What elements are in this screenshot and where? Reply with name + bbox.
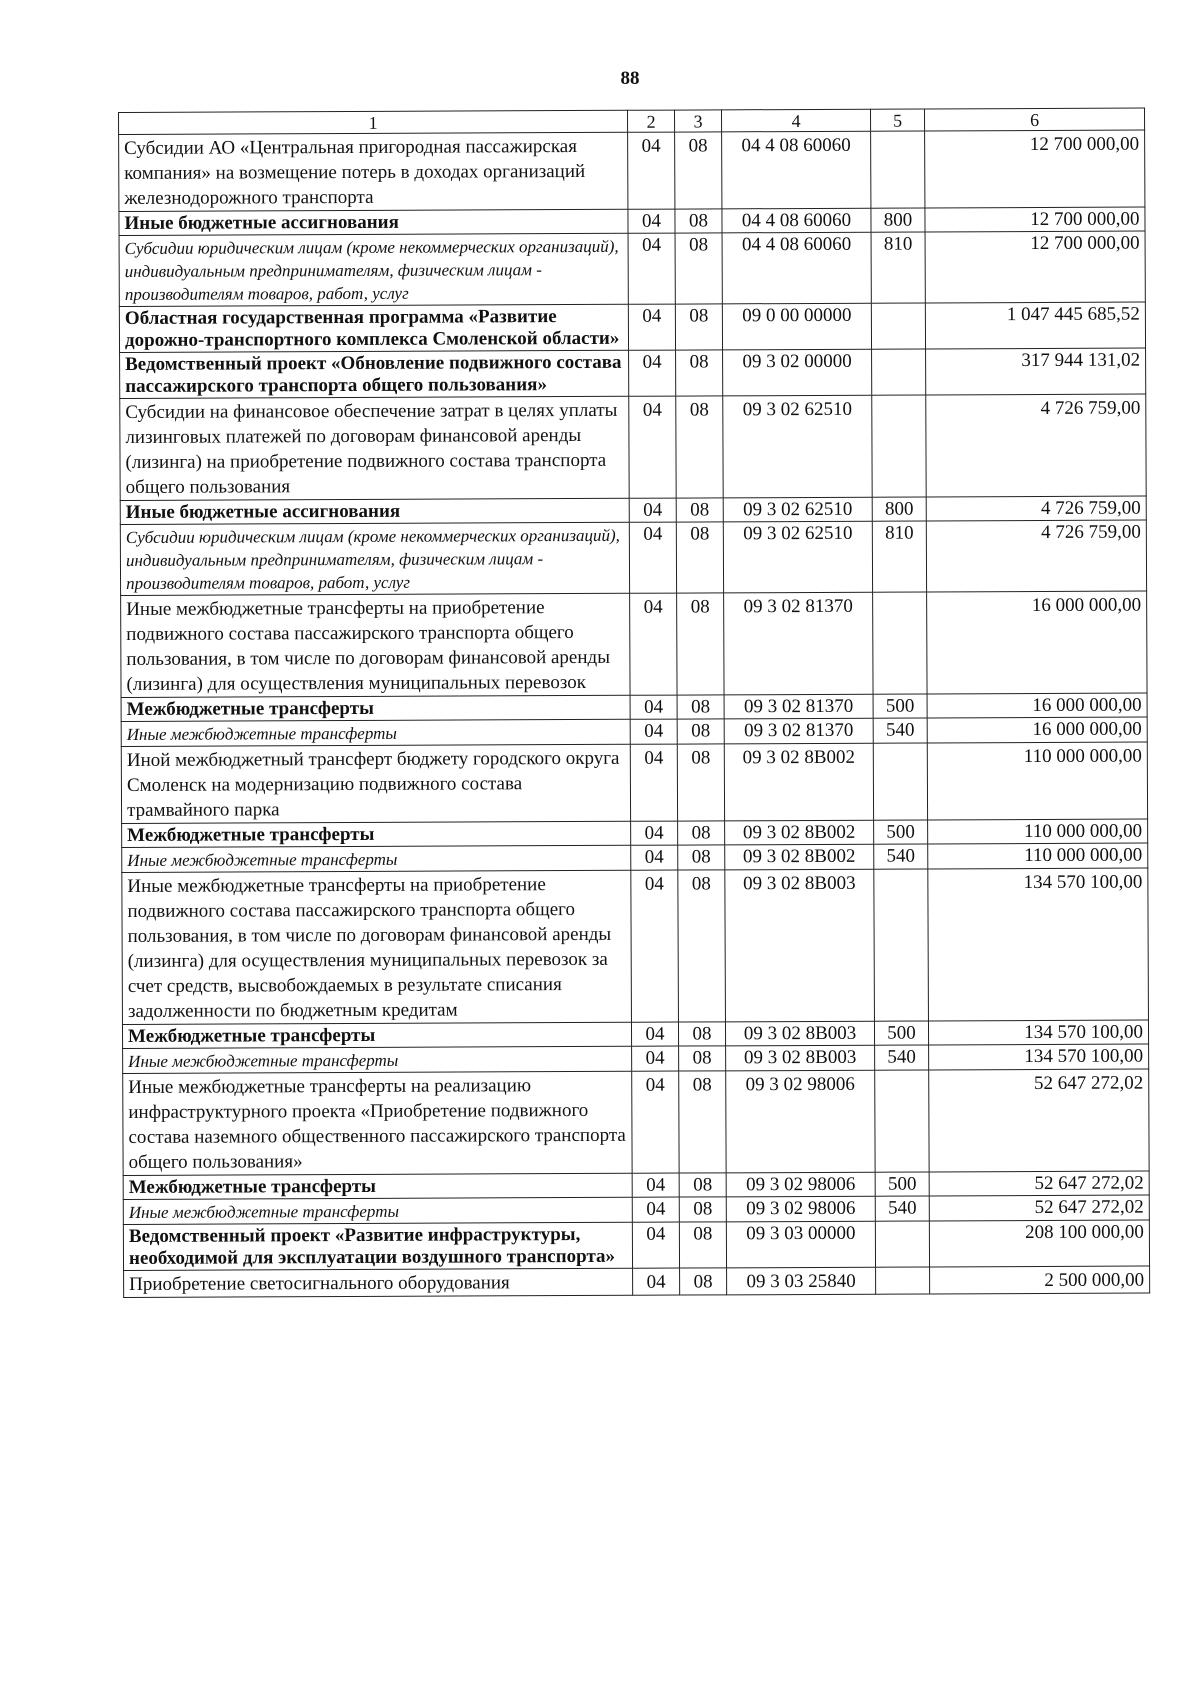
row-target-code-cell: 09 3 03 00000: [726, 1221, 875, 1268]
row-amount-cell: 16 000 000,00: [927, 693, 1147, 718]
header-cell: 2: [627, 110, 674, 132]
row-name-cell: Иные межбюджетные трансферты на приобретение подвижного состава пассажирского транспорта общего пользования, в том числе по договорам финансовой аренды (лизинга) для осуществления муниципальных перевозок за счет средств, высвобождаемых в результате списания задолженности по бюджетным кредитам: [122, 870, 632, 1024]
row-amount-cell: 110 000 000,00: [928, 843, 1148, 869]
row-subsection-cell: 08: [676, 498, 723, 522]
row-name-cell: Ведомственный проект «Обновление подвижного состава пассажирского транспорта общего пользования»: [120, 350, 629, 398]
row-target-code-cell: 04 4 08 60060: [722, 208, 871, 233]
row-name-cell: Иной межбюджетный трансферт бюджету городского округа Смоленск на модернизацию подвижного состава трамвайного парка: [121, 744, 630, 823]
row-amount-cell: 52 647 272,02: [929, 1069, 1149, 1172]
budget-table: [118, 108, 1150, 1298]
header-cell: 3: [674, 110, 721, 132]
row-expense-type-cell: 500: [874, 820, 928, 844]
row-target-code-cell: 04 4 08 60060: [722, 232, 871, 304]
header-cell: 5: [870, 109, 924, 131]
row-subsection-cell: 08: [678, 821, 725, 845]
row-subsection-cell: 08: [676, 396, 723, 498]
row-section-cell: 04: [630, 593, 677, 695]
row-target-code-cell: 09 3 02 8В003: [726, 1045, 875, 1071]
table-row: [122, 868, 1149, 1024]
row-expense-type-cell: [875, 1070, 929, 1172]
row-target-code-cell: 09 3 02 98006: [726, 1196, 875, 1222]
row-expense-type-cell: [872, 349, 926, 395]
table-row: [124, 1266, 1150, 1297]
row-target-code-cell: 09 3 02 81370: [724, 592, 873, 695]
row-target-code-cell: 09 0 00 00000: [722, 303, 871, 350]
budget-table-body: [119, 108, 1150, 1297]
row-expense-type-cell: 810: [871, 232, 925, 303]
row-target-code-cell: 04 4 08 60060: [722, 131, 871, 209]
row-amount-cell: 110 000 000,00: [927, 742, 1147, 820]
table-row: [123, 1069, 1149, 1175]
row-name-cell: Иные межбюджетные трансферты: [122, 845, 631, 872]
row-subsection-cell: 08: [677, 695, 724, 719]
row-name-cell: Иные межбюджетные трансферты на реализацию инфраструктурного проекта «Приобретение подвижного состава наземного общественного пассажирского транспорта общего пользования»: [123, 1071, 632, 1175]
table-row: [119, 130, 1145, 211]
row-subsection-cell: 08: [679, 1071, 726, 1173]
table-row: [120, 520, 1146, 595]
row-subsection-cell: 08: [678, 1022, 725, 1046]
row-amount-cell: 208 100 000,00: [929, 1220, 1149, 1267]
row-name-cell: Субсидии юридическим лицам (кроме некоммерческих организаций), индивидуальным предпринимателям, физическим лицам - производителям товаров, работ, услуг: [119, 233, 628, 306]
row-amount-cell: 4 726 759,00: [926, 496, 1146, 521]
row-section-cell: 04: [632, 1071, 679, 1173]
row-section-cell: 04: [632, 1197, 679, 1222]
row-name-cell: Субсидии юридическим лицам (кроме некоммерческих организаций), индивидуальным предпринимателям, физическим лицам - производителям товаров, работ, услуг: [120, 522, 629, 595]
table-row: [120, 348, 1146, 398]
row-section-cell: 04: [629, 350, 676, 396]
row-section-cell: 04: [628, 233, 675, 304]
table-row: [121, 742, 1147, 823]
row-target-code-cell: 09 3 02 8В003: [725, 869, 875, 1022]
row-subsection-cell: 08: [679, 1046, 726, 1071]
row-name-cell: Иные межбюджетные трансферты: [121, 719, 630, 746]
row-target-code-cell: 09 3 02 8В002: [724, 743, 873, 821]
row-name-cell: Ведомственный проект «Развитие инфраструктуры, необходимой для эксплуатации воздушного транспорта»: [123, 1222, 632, 1270]
header-cell: 1: [119, 110, 628, 134]
row-subsection-cell: 08: [678, 845, 725, 870]
row-amount-cell: 16 000 000,00: [927, 591, 1147, 694]
row-subsection-cell: 08: [680, 1268, 727, 1295]
row-amount-cell: 4 726 759,00: [926, 520, 1146, 592]
row-name-cell: Областная государственная программа «Развитие дорожно-транспортного комплекса Смоленской области»: [119, 304, 628, 352]
row-expense-type-cell: 800: [871, 208, 925, 232]
row-section-cell: 04: [632, 1222, 679, 1268]
row-expense-type-cell: 500: [873, 694, 927, 718]
table-row: [123, 1220, 1149, 1270]
row-amount-cell: 12 700 000,00: [925, 207, 1145, 232]
row-amount-cell: 12 700 000,00: [925, 130, 1145, 208]
row-subsection-cell: 08: [675, 304, 722, 350]
row-section-cell: 04: [632, 1046, 679, 1071]
row-name-cell: Иные бюджетные ассигнования: [120, 498, 629, 524]
row-expense-type-cell: [873, 743, 927, 820]
row-subsection-cell: 08: [675, 132, 722, 209]
row-expense-type-cell: 540: [874, 844, 928, 869]
row-target-code-cell: 09 3 02 8В003: [725, 1021, 874, 1046]
row-section-cell: 04: [630, 695, 677, 719]
row-subsection-cell: 08: [676, 350, 723, 396]
row-expense-type-cell: 500: [874, 1021, 928, 1045]
row-name-cell: Иные межбюджетные трансферты: [123, 1197, 632, 1224]
header-cell: 4: [721, 109, 870, 132]
row-subsection-cell: 08: [679, 1222, 726, 1268]
row-subsection-cell: 08: [677, 744, 724, 821]
row-amount-cell: 16 000 000,00: [927, 717, 1147, 743]
row-name-cell: Межбюджетные трансферты: [122, 1022, 631, 1048]
header-cell: 6: [924, 108, 1144, 131]
row-target-code-cell: 09 3 02 81370: [724, 718, 873, 744]
row-expense-type-cell: [871, 303, 925, 349]
row-subsection-cell: 08: [677, 719, 724, 744]
row-subsection-cell: 08: [679, 1197, 726, 1222]
row-name-cell: Приобретение светосигнального оборудования: [124, 1268, 633, 1297]
row-expense-type-cell: 500: [875, 1172, 929, 1196]
row-target-code-cell: 09 3 02 62510: [723, 395, 872, 498]
table-row: [121, 591, 1147, 697]
row-target-code-cell: 09 3 03 25840: [727, 1267, 876, 1295]
row-amount-cell: 110 000 000,00: [928, 819, 1148, 844]
row-section-cell: 04: [633, 1268, 680, 1295]
row-subsection-cell: 08: [675, 233, 722, 304]
row-section-cell: 04: [628, 304, 675, 350]
row-amount-cell: 134 570 100,00: [929, 1044, 1149, 1070]
row-section-cell: 04: [629, 498, 676, 522]
row-amount-cell: 52 647 272,02: [929, 1195, 1149, 1221]
row-subsection-cell: 08: [675, 209, 722, 233]
row-subsection-cell: 08: [676, 522, 723, 593]
row-name-cell: Иные межбюджетные трансферты: [123, 1046, 632, 1073]
table-row: [119, 231, 1145, 306]
row-expense-type-cell: [875, 1221, 929, 1267]
row-expense-type-cell: [871, 131, 925, 208]
row-name-cell: Межбюджетные трансферты: [121, 695, 630, 721]
row-expense-type-cell: 540: [873, 718, 927, 743]
row-section-cell: 04: [628, 132, 675, 209]
table-row: [120, 394, 1146, 500]
row-name-cell: Субсидии АО «Центральная пригородная пассажирская компания» на возмещение потерь в доходах организаций железнодорожного транспорта: [119, 132, 628, 211]
row-section-cell: 04: [631, 1022, 678, 1046]
row-section-cell: 04: [630, 744, 677, 821]
row-amount-cell: 134 570 100,00: [928, 868, 1149, 1021]
row-amount-cell: 1 047 445 685,52: [925, 302, 1145, 349]
row-name-cell: Межбюджетные трансферты: [123, 1173, 632, 1199]
row-amount-cell: 2 500 000,00: [930, 1266, 1150, 1294]
row-section-cell: 04: [629, 522, 676, 593]
table-row: [119, 302, 1145, 352]
row-expense-type-cell: [872, 395, 926, 497]
row-amount-cell: 317 944 131,02: [926, 348, 1146, 395]
row-expense-type-cell: 540: [875, 1196, 929, 1221]
row-target-code-cell: 09 3 02 8В002: [725, 844, 874, 870]
row-expense-type-cell: [874, 869, 929, 1021]
row-expense-type-cell: [873, 592, 927, 694]
row-name-cell: Иные межбюджетные трансферты на приобретение подвижного состава пассажирского транспорта общего пользования, в том числе по договорам финансовой аренды (лизинга) для осуществления муниципальных перевозок: [121, 593, 630, 697]
row-expense-type-cell: [876, 1267, 930, 1294]
row-target-code-cell: 09 3 02 81370: [724, 694, 873, 719]
row-expense-type-cell: 810: [872, 521, 926, 592]
row-section-cell: 04: [629, 396, 676, 498]
row-section-cell: 04: [632, 1173, 679, 1197]
page-number: 88: [620, 68, 640, 89]
row-expense-type-cell: 800: [872, 497, 926, 521]
row-target-code-cell: 09 3 02 98006: [726, 1070, 875, 1173]
row-amount-cell: 4 726 759,00: [926, 394, 1146, 497]
row-section-cell: 04: [628, 209, 675, 233]
row-amount-cell: 134 570 100,00: [928, 1020, 1148, 1045]
row-amount-cell: 12 700 000,00: [925, 231, 1145, 303]
row-subsection-cell: 08: [678, 870, 726, 1022]
row-subsection-cell: 08: [677, 593, 724, 695]
row-target-code-cell: 09 3 02 98006: [726, 1172, 875, 1197]
row-expense-type-cell: 540: [875, 1045, 929, 1070]
row-name-cell: Субсидии на финансовое обеспечение затрат в целях уплаты лизинговых платежей по договорам финансовой аренды (лизинга) на приобретение подвижного состава транспорта общего пользования: [120, 396, 629, 500]
row-target-code-cell: 09 3 02 62510: [723, 521, 872, 593]
row-section-cell: 04: [631, 870, 679, 1022]
row-amount-cell: 52 647 272,02: [929, 1171, 1149, 1196]
row-section-cell: 04: [631, 845, 678, 870]
row-section-cell: 04: [631, 821, 678, 845]
row-target-code-cell: 09 3 02 00000: [723, 349, 872, 396]
row-target-code-cell: 09 3 02 8В002: [725, 820, 874, 845]
row-section-cell: 04: [630, 719, 677, 744]
row-subsection-cell: 08: [679, 1173, 726, 1197]
row-name-cell: Межбюджетные трансферты: [122, 821, 631, 847]
row-target-code-cell: 09 3 02 62510: [723, 497, 872, 522]
row-name-cell: Иные бюджетные ассигнования: [119, 209, 628, 235]
